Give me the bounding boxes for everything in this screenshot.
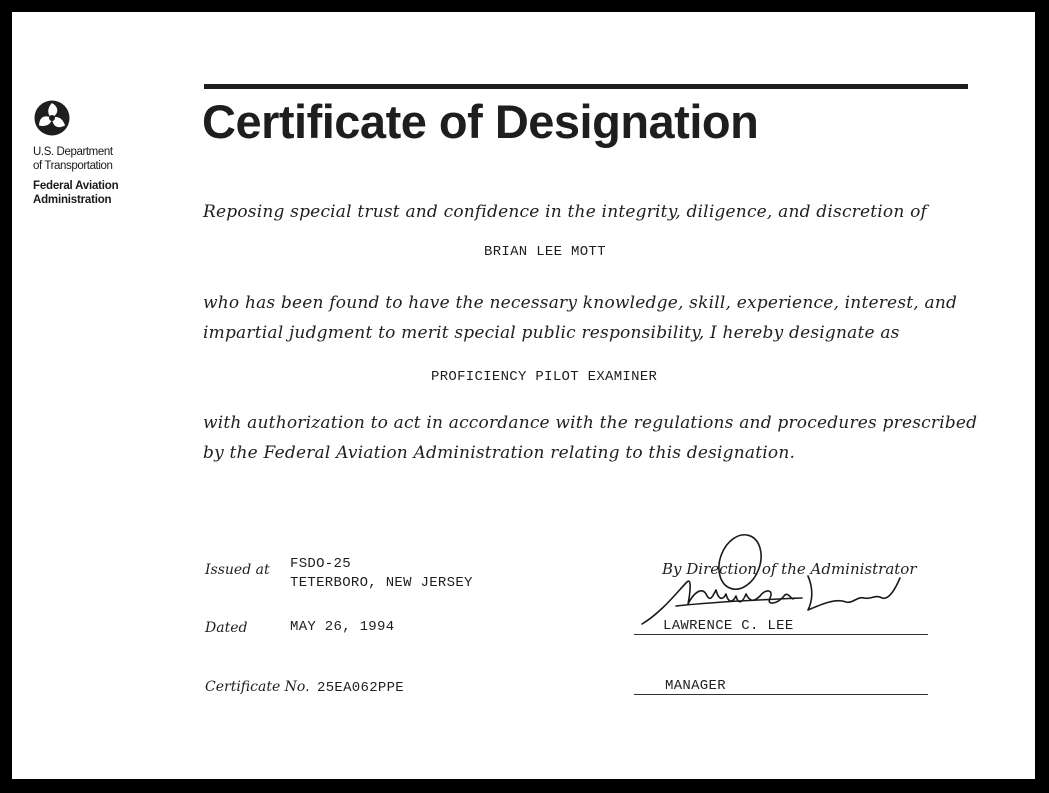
handwritten-signature (632, 532, 902, 632)
body-line-1: Reposing special trust and confidence in the integrity, diligence, and discretion of (203, 202, 928, 222)
title-line (634, 694, 928, 695)
designation-title: PROFICIENCY PILOT EXAMINER (431, 369, 658, 385)
certificate-page (12, 12, 1035, 779)
signature-line (634, 634, 928, 635)
issued-office: FSDO-25 (290, 556, 351, 572)
dated-label: Dated (205, 620, 248, 636)
title-rule (204, 84, 968, 89)
body-line-2: who has been found to have the necessary knowledge, skill, experience, interest, and (203, 293, 958, 313)
dated-value: MAY 26, 1994 (290, 619, 395, 635)
body-line-5: by the Federal Aviation Administration relating to this designation. (203, 443, 796, 463)
agency-faa-line1: Federal Aviation (33, 180, 119, 192)
body-line-4: with authorization to act in accordance with the regulations and procedures prescribed (203, 413, 978, 433)
by-direction-label: By Direction of the Administrator (662, 560, 917, 578)
certificate-title: Certificate of Designation (202, 95, 759, 148)
body-line-3: impartial judgment to merit special public responsibility, I hereby designate as (203, 323, 900, 343)
certificate-number-value: 25EA062PPE (317, 680, 405, 696)
agency-faa-line2: Administration (33, 194, 112, 206)
agency-block (33, 145, 118, 207)
signer-name: LAWRENCE C. LEE (663, 618, 794, 634)
designee-name: BRIAN LEE MOTT (484, 244, 606, 260)
issued-location: TETERBORO, NEW JERSEY (290, 575, 473, 591)
certificate-number-label: Certificate No. (205, 679, 310, 695)
agency-dept-line1: U.S. Department (33, 146, 113, 158)
dot-logo-icon (34, 100, 70, 136)
issued-label: Issued at (205, 562, 270, 578)
agency-dept-line2: of Transportation (33, 160, 113, 172)
signer-title: MANAGER (665, 678, 726, 694)
